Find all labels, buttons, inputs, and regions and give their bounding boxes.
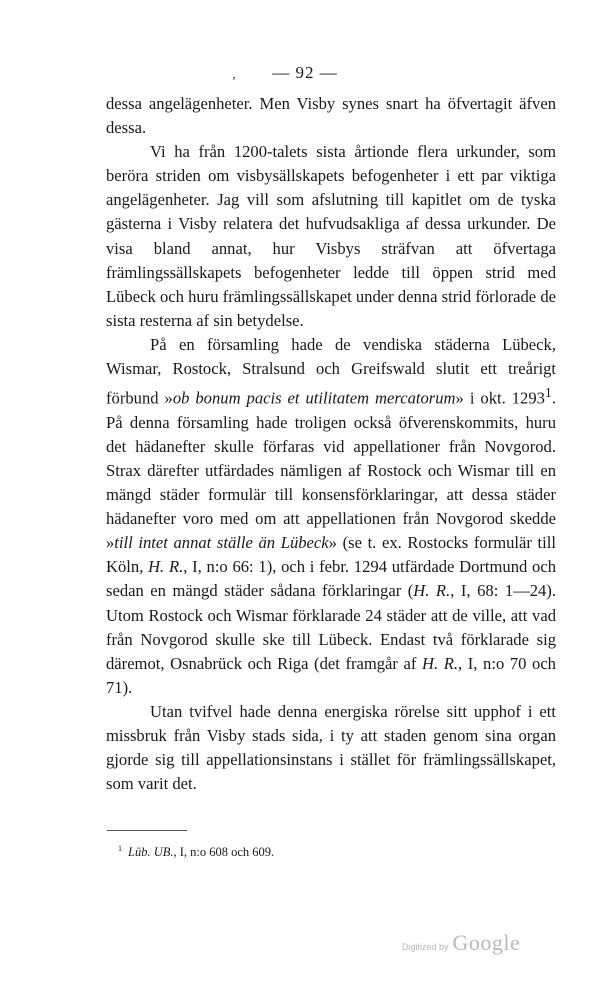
footnote-reference: 1	[544, 385, 552, 401]
latin-phrase: ob bonum pacis et utilitatem mercatorum	[172, 388, 456, 408]
paragraph-3-text-a: På en församling hade de vendiska städerna Lübeck, Wismar, Rostock, Stralsund och Greifswald slutit ett treårigt förbund »	[106, 334, 556, 408]
paragraph-3-text-g: , I, n:o 70 och 71).	[106, 653, 556, 697]
paragraph-3	[106, 333, 556, 700]
paragraph-3-text-e: , I, n:o 66: 1), och i febr. 1294 utfärdade Dortmund och sedan en mängd städer sådana förklaringar (	[106, 557, 557, 601]
page-number: — 92 —	[272, 63, 338, 82]
paragraph-3-text-d: » (se t. ex. Rostocks formulär till Köln,	[106, 533, 557, 577]
citation-hr-2: H. R.	[413, 581, 451, 601]
body-text	[106, 92, 556, 796]
footnote-mark: 1	[118, 844, 122, 853]
paragraph-2: Vi ha från 1200-talets sista årtionde flera urkunder, som beröra striden om visbysällskapets befogenheter i ett par viktiga angelägenheter. Jag vill som afslutning till kapitlet om de tyska gästerna i Visby relatera det hufvudsakliga af dessa urkunder. De visa bland annat, hur Visbys sträfvan att öfvertaga främlingssällskapets befogenheter ledde till öppen strid med Lübeck och huru främlingssällskapet under denna strid förlorade de sista resterna af sin betydelse.	[106, 142, 556, 330]
footnote	[118, 841, 274, 860]
citation-hr-1: H. R.	[148, 557, 184, 577]
stray-mark: ‚	[232, 67, 237, 81]
google-logo-text: Google	[452, 930, 521, 955]
paragraph-3-text-f: , I, 68: 1—24). Utom Rostock och Wismar förklarade 24 städer att de ville, att vad från Novgorod skulle ske till Lübeck. Endast två förklarade sig däremot, Osnabrück och Riga (det framgår af	[106, 581, 556, 673]
footnote-source: Lüb. UB.	[128, 845, 174, 860]
german-phrase: till intet annat ställe än Lübeck	[114, 533, 329, 553]
digitized-watermark	[402, 930, 520, 956]
paragraph-4: Utan tvifvel hade denna energiska rörelse sitt upphof i ett missbruk från Visby stads sida, i ty att staden genom sina organ gjorde sig till appellationsinstans i stället för främlingssällskapet, som varit det.	[106, 701, 556, 794]
paragraph-3-text-c: . På denna församling hade troligen också öfverenskommits, huru det hädanefter skulle förfaras vid appellationer från Novgorod. Strax därefter utfärdades nämligen af Rostock och Wismar till en mängd städer formulär till konsensförklaringar, att dessa städer hädanefter voro med om att appellationen från Novgorod skedde »	[106, 388, 556, 553]
watermark-prefix: Digitized by	[402, 942, 449, 952]
paragraph-1: dessa angelägenheter. Men Visby synes snart ha öfvertagit äfven dessa.	[106, 94, 556, 138]
citation-hr-3: H. R.	[422, 653, 459, 673]
page-header	[0, 63, 610, 83]
footnote-rule	[107, 830, 187, 831]
paragraph-3-text-b: » i okt. 1293	[455, 388, 545, 408]
footnote-text: , I, n:o 608 och 609.	[173, 845, 275, 860]
